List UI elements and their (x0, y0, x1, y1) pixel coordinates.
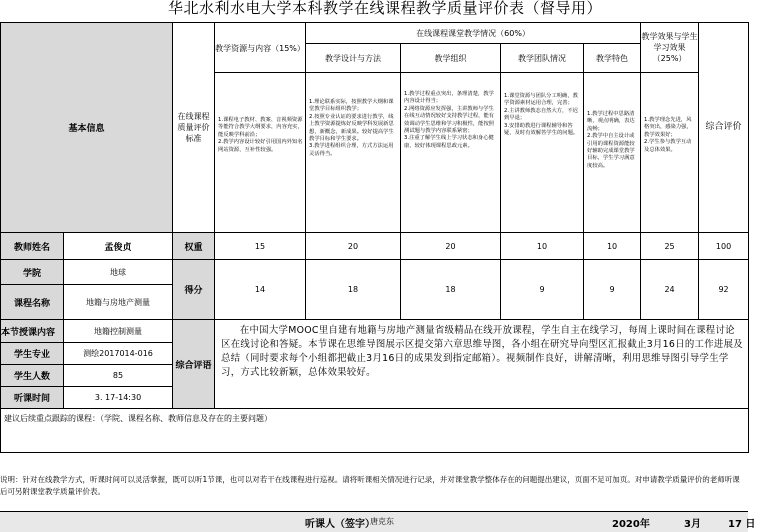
team-desc: 1.课堂资源与团队分工明确，教学资源素材运用合理，完善； 2.主讲教师教态自然大方，不迟到早退； 3.安排助教进行课程辅导和答疑，及时有效解答学生的问题。 (501, 73, 584, 233)
feature-header: 教学特色 (584, 44, 641, 73)
content-value: 地籍控制测量 (64, 320, 173, 343)
score-label: 得分 (173, 260, 215, 320)
score-value: 92 (699, 260, 749, 320)
note-text: 说明：针对在线教学方式，听课时间可以灵活掌握，既可以听1节课，也可以对若干在线课程进行巡视。请将听课相关情况进行记录，并对课堂教学整体存在的问题提出建议，页面不足可加页。对申请教学质量评价的老师听课后可另附课堂教学质量评价表。 (0, 475, 740, 496)
design-header: 教学设计与方法 (306, 44, 401, 73)
time-value: 3. 17-14:30 (64, 387, 173, 409)
basic-info-header: 基本信息 (1, 23, 173, 233)
feature-desc: 1.教学过程中思路清晰，观点明确，表达流畅； 2.教学中自主设计或引用的课程资源能较好辅助完成课堂教学目标，学生学习满意度较高。 (584, 73, 641, 233)
comment-label: 综合评语 (173, 320, 215, 409)
comment-text: 在中国大学MOOC里自建有地籍与房地产测量省级精品在线开放课程，学生自主在线学习，每周上课时间在课程讨论区在线讨论和答疑。本节课在思维导图展示区提交第六章思维导图，各小组在研究导向型区汇报截止3月16日的工作进展及总结（同时要求每个小组都把截止3月16日的成果发到指定邮箱）。视频制作良好，讲解清晰，利用思维导图引导学生学习，方式比较新颖，总体效果较好。 (215, 320, 749, 409)
count-label: 学生人数 (1, 365, 64, 387)
weight-value: 20 (306, 233, 401, 260)
organization-desc: 1.教学过程重点突出，条理清楚，教学内容设计得当； 2.网络资源应发挥强，主讲教师与学生在线互动情况较好支持教学过程，能有效调动学生思维和学习积极性，能按照测试题与教学内容联系紧密； 3.注重了解学生线上学习状态和身心健康，较好体现课程思政元素。 (401, 73, 501, 233)
weight-label: 权重 (173, 233, 215, 260)
sign-year: 2020年 (612, 519, 650, 530)
weight-value: 25 (641, 233, 699, 260)
content-label: 本节授课内容 (1, 320, 64, 343)
score-value: 18 (401, 260, 501, 320)
signature-label: 听课人（签字） (305, 519, 375, 530)
weight-value: 10 (584, 233, 641, 260)
college-value: 地球 (64, 260, 173, 285)
effect-header: 教学效果与学生学习效果（25%） (641, 23, 699, 73)
evaluation-table (0, 22, 749, 453)
weight-value: 20 (401, 233, 501, 260)
form-title: 华北水利水电大学本科教学在线课程教学质量评价表（督导用） (167, 0, 602, 17)
major-label: 学生专业 (1, 343, 64, 365)
score-value: 18 (306, 260, 401, 320)
teacher-label: 教师姓名 (1, 233, 64, 260)
weight-value: 100 (699, 233, 749, 260)
course-label: 课程名称 (1, 285, 64, 320)
course-value: 地籍与房地产测量 (64, 285, 173, 320)
weight-value: 15 (215, 233, 306, 260)
weight-value: 10 (501, 233, 584, 260)
team-header: 教学团队情况 (501, 44, 584, 73)
organization-header: 教学组织 (401, 44, 501, 73)
situation-header: 在线课程课堂教学情况（60%） (306, 23, 641, 44)
standard-header: 在线课程质量评价标准 (173, 23, 215, 233)
time-label: 听课时间 (1, 387, 64, 409)
sign-month: 3月 (684, 519, 701, 530)
tracking-cell: 建议后续重点跟踪的课程：（学院、课程名称、教师信息及存在的主要问题） (1, 409, 749, 453)
count-value: 85 (64, 365, 173, 387)
signature-name: 唐克东 (370, 517, 394, 526)
score-value: 24 (641, 260, 699, 320)
score-value: 14 (215, 260, 306, 320)
resources-header: 教学资源与内容（15%） (215, 23, 306, 73)
major-value: 测绘2017014-016 (64, 343, 173, 365)
college-label: 学院 (1, 260, 64, 285)
sign-day: 17 日 (728, 519, 756, 530)
effect-desc: 1.教学理念先进，风格突出，感染力强，教学效果好； 2.学生参与教学互动及总体效果。 (641, 73, 699, 233)
overall-header: 综合评价 (699, 23, 749, 233)
score-value: 9 (501, 260, 584, 320)
design-desc: 1.理论联系实际，按照教学大纲和课堂教学目标组织教学； 2.按照专业认证的要求进行教学，线上教学资源提炼好反映学科发展新思想，新概念，新成果。较好提高学生教学目标和学生要求。 3.教学进程组织合理，方式方法运用灵活得当。 (306, 73, 401, 233)
score-value: 9 (584, 260, 641, 320)
resources-desc: 1.课程电子教材、教案、音视频资源等能符合教学大纲要求，内容充实，能反映学科前沿； 2.教学内容设计较好引用国内外知名网站资源，互补性较强。 (215, 73, 306, 233)
teacher-value: 孟俊贞 (64, 233, 173, 260)
